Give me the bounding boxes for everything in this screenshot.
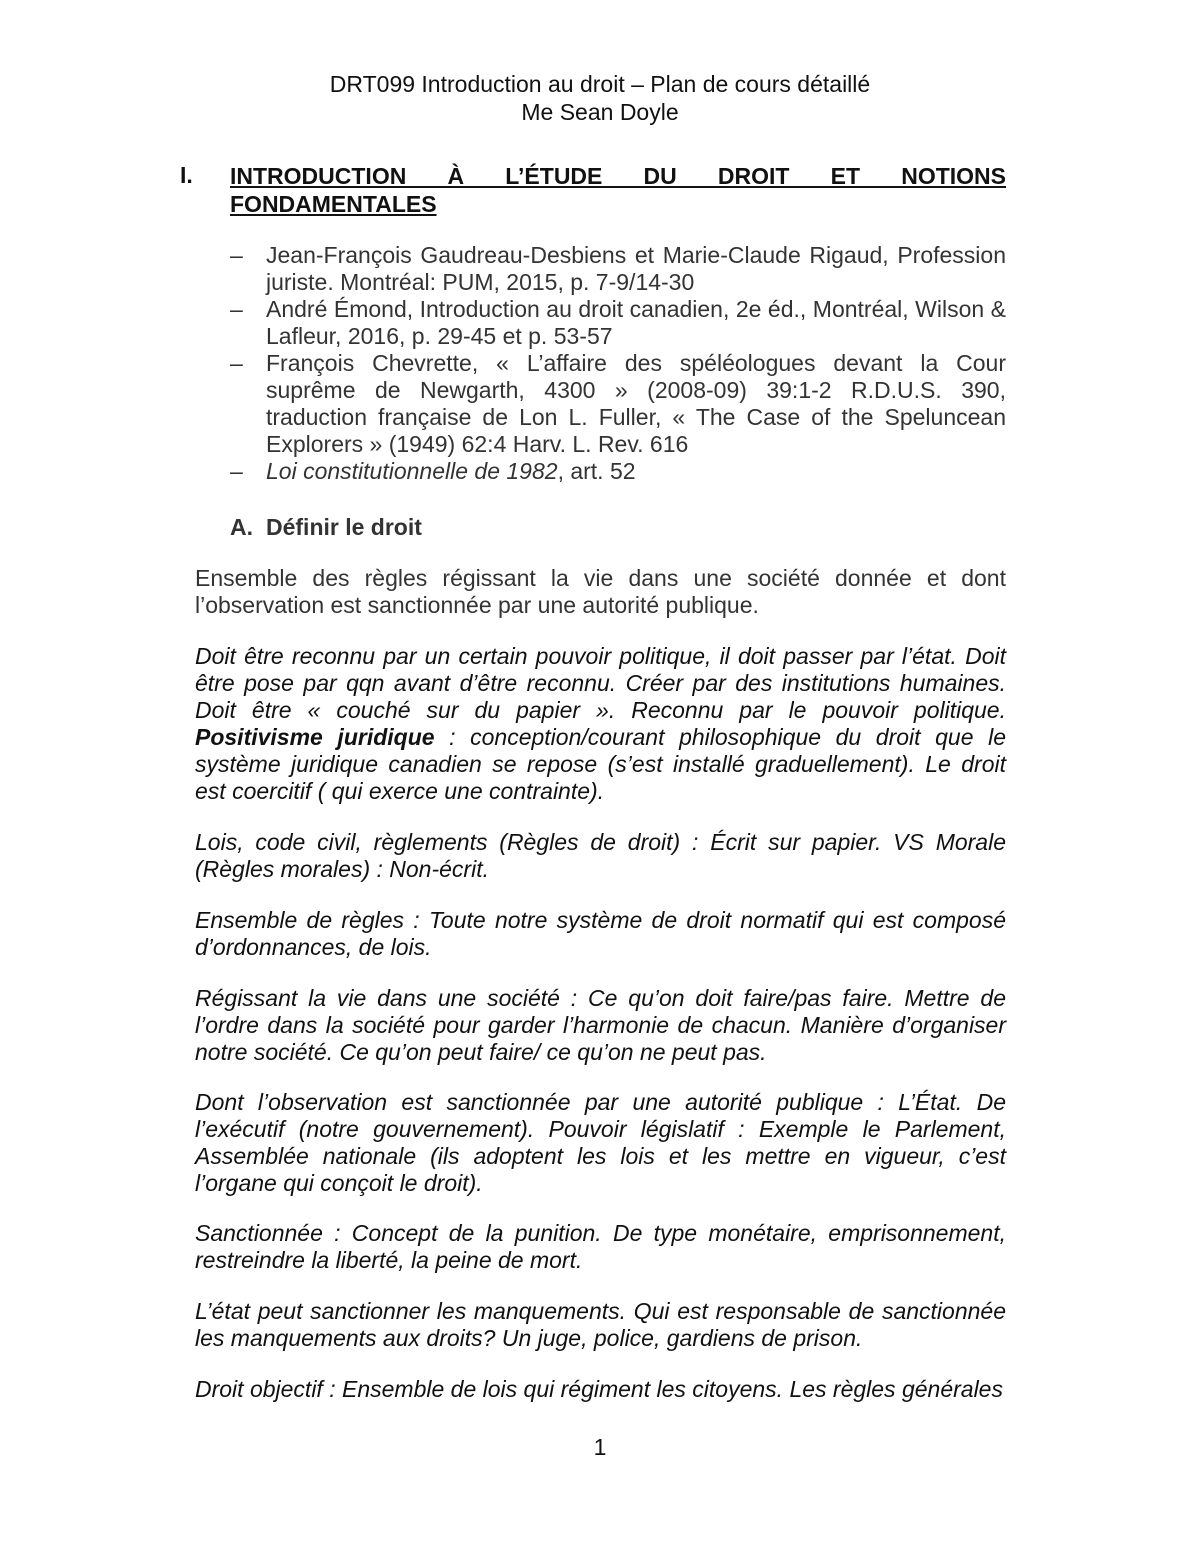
- document-title: DRT099 Introduction au droit – Plan de cours détaillé: [329, 71, 871, 97]
- definition-paragraph: Ensemble des règles régissant la vie dans une société donnée et dont l’observation est sanctionnée par une autorité publique.: [195, 565, 1006, 618]
- note-bold-term: Positivisme juridique: [195, 724, 435, 750]
- reference-item: [230, 242, 1006, 296]
- reference-text: , art. 52: [557, 458, 636, 484]
- reference-item: [230, 350, 1006, 458]
- note-paragraph: Lois, code civil, règlements (Règles de droit) : Écrit sur papier. VS Morale (Règles morales) : Non-écrit.: [195, 829, 1006, 882]
- note-paragraph: Sanctionnée : Concept de la punition. De type monétaire, emprisonnement, restreindre la liberté, la peine de mort.: [195, 1220, 1006, 1273]
- reference-item: [230, 458, 1006, 485]
- subsection-title: Définir le droit: [266, 514, 422, 540]
- document-author: Me Sean Doyle: [521, 99, 679, 125]
- reference-text: André Émond, Introduction au droit canadien, 2e éd., Montréal, Wilson & Lafleur, 2016, p. 29-45 et p. 53-57: [266, 296, 1006, 349]
- section-number: I.: [180, 162, 193, 188]
- section-title-line2: FONDAMENTALES: [230, 191, 437, 217]
- reference-item: [230, 296, 1006, 350]
- reference-text: François Chevrette, « L’affaire des spéléologues devant la Cour suprême de Newgarth, 4300 » (2008-09) 39:1-2 R.D.U.S. 390, traduction française de Lon L. Fuller, « The Case of the Speluncean Explorers » (1949) 62:4 Harv. L. Rev. 616: [266, 350, 1006, 457]
- note-paragraph: L’état peut sanctionner les manquements. Qui est responsable de sanctionnée les manquements aux droits? Un juge, police, gardiens de prison.: [195, 1298, 1006, 1351]
- reference-list: [230, 242, 1006, 485]
- list-dash: –: [230, 242, 243, 268]
- reference-italic-title: Loi constitutionnelle de 1982: [266, 458, 558, 484]
- reference-text: Jean-François Gaudreau-Desbiens et Marie-Claude Rigaud, Profession juriste. Montréal: PUM, 2015, p. 7-9/14-30: [266, 242, 1006, 295]
- list-dash: –: [230, 350, 243, 376]
- subsection-heading: [230, 514, 422, 541]
- section-title-line1: INTRODUCTION À L’ÉTUDE DU DROIT ET NOTIONS: [230, 163, 1006, 189]
- list-dash: –: [230, 296, 243, 322]
- list-dash: –: [230, 458, 243, 484]
- note-paragraph: [195, 643, 1006, 805]
- note-paragraph: Régissant la vie dans une société : Ce qu’on doit faire/pas faire. Mettre de l’ordre dans la société pour garder l’harmonie de chacun. Manière d’organiser notre société. Ce qu’on peut faire/ ce qu’on ne peut pas.: [195, 985, 1006, 1065]
- note-paragraph: Dont l’observation est sanctionnée par une autorité publique : L’État. De l’exécutif (notre gouvernement). Pouvoir législatif : Exemple le Parlement, Assemblée nationale (ils adoptent les lois et les mettre en vigueur, c’est l’organe qui conçoit le droit).: [195, 1089, 1006, 1196]
- subsection-letter: A.: [230, 514, 253, 540]
- note-paragraph: Droit objectif : Ensemble de lois qui régiment les citoyens. Les règles générales: [195, 1376, 1003, 1402]
- note-text: Doit être reconnu par un certain pouvoir politique, il doit passer par l’état. Doit être pose par qqn avant d’être reconnu. Créer par des institutions humaines. Doit être « couché sur du papier ». Reconnu par le pouvoir politique.: [195, 643, 1006, 723]
- page-number: 1: [593, 1434, 607, 1460]
- note-paragraph: Ensemble de règles : Toute notre système de droit normatif qui est composé d’ordonnances, de lois.: [195, 907, 1006, 960]
- note-text: : conception/courant philosophique du droit que le système juridique canadien se repose (s’est installé graduellement). Le droit est coercitif ( qui exerce une contrainte).: [195, 724, 1006, 804]
